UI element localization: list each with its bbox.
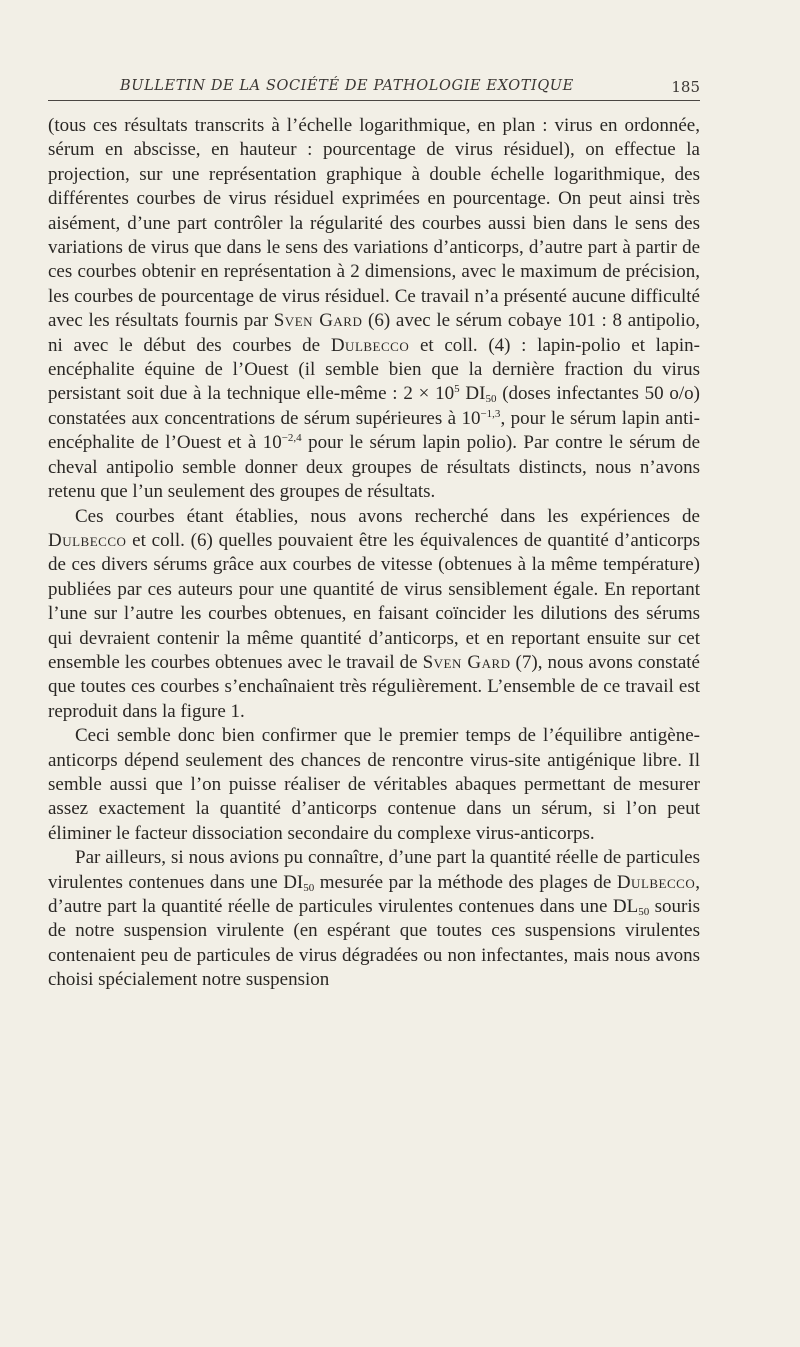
text-run: , pour le sérum lapin anti-encéphalite de l’Ouest et à 10 (48, 407, 700, 454)
text-run: Ces courbes étant établies, nous avons recherché dans les expériences de (75, 505, 700, 527)
subscript: 50 (638, 906, 650, 918)
paragraph-1 (48, 114, 700, 505)
header-rule (48, 100, 700, 101)
journal-title: BULLETIN DE LA SOCIÉTÉ DE PATHOLOGIE EXOTIQUE (120, 78, 574, 94)
subscript: 50 (303, 881, 315, 894)
text-run: souris de notre suspension virulente (en espérant que toutes ces suspensions virulentes contenaient peu de particules de virus dégradées ou non infectantes, mais nous avons choisi spécialement notre suspension (48, 896, 700, 991)
author-name: Sven Gard (273, 310, 363, 332)
author-name: Sven Gard (422, 651, 511, 673)
running-header (48, 72, 700, 102)
text-run: Ceci semble donc bien confirmer que le premier temps de l’équilibre antigène-anticorps dépend seulement des chances de rencontre virus-site antigénique libre. Il semble aussi que l’on puisse réaliser de véritables abaques permettant de mesurer assez exactement la quantité d’anticorps contenue dans un sérum, si l’on peut éliminer le facteur dissociation secondaire du complexe virus-anticorps. (48, 725, 700, 844)
text-run: DI (459, 383, 486, 405)
text-run: , d’autre part la quantité réelle de particules virulentes contenues dans une DL (48, 871, 700, 917)
text-run: (tous ces résultats transcrits à l’échelle logarithmique, en plan : virus en ordonnée, sérum en abscisse, en hauteur : pourcentage de virus résiduel), on effectue la projection, sur une représentation graphique à double échelle logarithmique, des différentes courbes de virus résiduel exprimées en pourcentage. On peut ainsi très aisément, d’une part contrôler la régularité des courbes aussi bien dans le sens des variations de virus que dans le sens des variations d’anticorps, d’autre part à partir de ces courbes obtenir en représentation à 2 dimensions, avec le maximum de précision, les courbes de pourcentage de virus résiduel. Ce travail n’a présenté aucune difficulté avec les résultats fournis par (48, 115, 700, 332)
page-number: 185 (671, 78, 700, 96)
superscript: 5 (454, 383, 460, 396)
text-run: (doses infectantes 50 o/o) constatées aux concentrations de sérum supérieures à 10 (48, 383, 700, 429)
text-run: (6) avec le sérum cobaye 101 : 8 antipolio, ni avec le début des courbes de (48, 310, 701, 356)
superscript: −2,4 (281, 432, 302, 445)
superscript: −1,3 (480, 407, 501, 420)
text-run: Par ailleurs, si nous avions pu connaître, d’une part la quantité réelle de particules virulentes contenues dans une DI (48, 847, 700, 893)
paragraph-4 (48, 846, 700, 992)
text-run: pour le sérum lapin polio). Par contre le sérum de cheval antipolio semble donner deux groupes de résultats distincts, nous n’avons retenu que l’un seulement des groupes de résultats. (48, 432, 701, 503)
subscript: 50 (485, 393, 497, 406)
text-run: mesurée par la méthode des plages de (314, 871, 617, 893)
author-name: Dulbecco (330, 334, 410, 356)
paragraph-3 (48, 724, 700, 846)
paragraph-2 (48, 505, 700, 725)
body-text (48, 114, 700, 993)
text-run: et coll. (6) quelles pouvaient être les équivalences de quantité d’anticorps de ces divers sérums grâce aux courbes de vitesse (obtenues à la même température) publiées par ces auteurs pour une quantité de virus sensiblement égale. En reportant l’une sur l’autre les courbes obtenues, en faisant coïncider les dilutions des sérums qui devraient contenir la même quantité d’anticorps, et en reportant ensuite sur cet ensemble les courbes obtenues avec le travail de (48, 529, 700, 673)
author-name: Dulbecco (616, 871, 696, 893)
author-name: Dulbecco (48, 529, 127, 551)
text-run: (7), nous avons constaté que toutes ces courbes s’enchaînaient très régulièrement. L’ensemble de ce travail est reproduit dans la figure 1. (48, 651, 700, 722)
text-run: et coll. (4) : lapin-polio et lapin-encéphalite équine de l’Ouest (il semble bien que la dernière fraction du virus persistant soit due à la technique elle-même : 2 × 10 (48, 334, 700, 405)
